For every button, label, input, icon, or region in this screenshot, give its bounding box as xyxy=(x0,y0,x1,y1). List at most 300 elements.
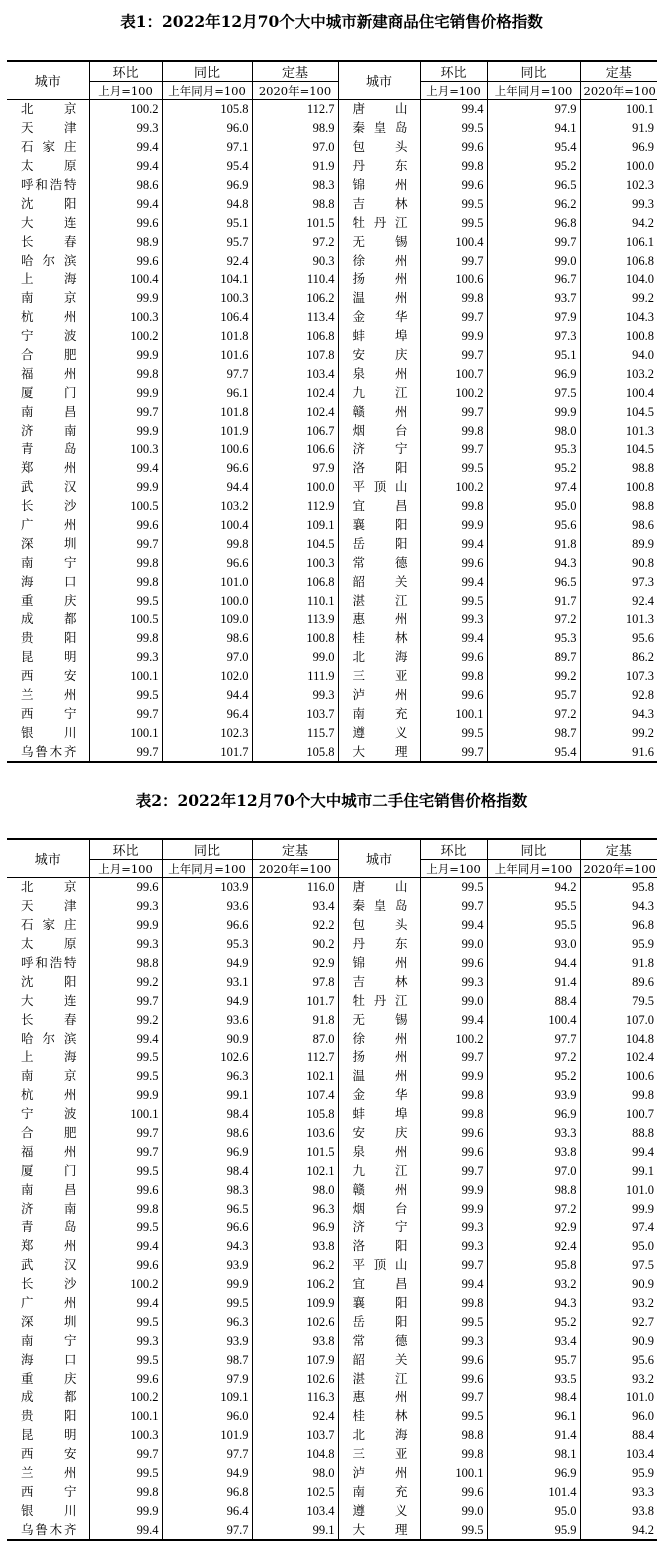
index-base-cell: 86.2 xyxy=(580,648,657,667)
index-yoy-cell: 91.4 xyxy=(487,972,580,991)
index-yoy-cell: 100.0 xyxy=(162,591,252,610)
index-yoy-cell: 96.3 xyxy=(162,1312,252,1331)
city-name-cell: 福州 xyxy=(21,1143,77,1159)
city-name-cell: 宜昌 xyxy=(338,1275,420,1294)
index-yoy-cell: 95.5 xyxy=(487,897,580,916)
index-base-cell: 97.3 xyxy=(580,572,657,591)
index-mom-cell: 99.8 xyxy=(420,157,487,176)
index-mom-cell: 99.5 xyxy=(89,1350,162,1369)
index-mom-cell: 99.4 xyxy=(89,138,162,157)
index-mom-cell: 99.8 xyxy=(89,1199,162,1218)
city-name-cell: 呼和浩特 xyxy=(21,177,77,192)
city-name-cell: 海口 xyxy=(21,1351,77,1367)
city-name-cell: 遵义 xyxy=(338,1501,420,1520)
index-yoy-cell: 98.3 xyxy=(162,1180,252,1199)
table-row xyxy=(7,213,657,232)
index-yoy-cell: 99.8 xyxy=(162,534,252,553)
table1-subheader-base-right: 2020年=100 xyxy=(580,82,657,100)
city-name-cell: 天津 xyxy=(21,120,77,136)
index-yoy-cell: 100.6 xyxy=(162,440,252,459)
index-base-cell: 97.0 xyxy=(252,138,338,157)
index-yoy-cell: 96.5 xyxy=(487,572,580,591)
index-yoy-cell: 93.9 xyxy=(162,1331,252,1350)
table-row xyxy=(7,534,657,553)
index-yoy-cell: 93.6 xyxy=(162,1010,252,1029)
table-row xyxy=(7,516,657,535)
index-base-cell: 99.3 xyxy=(580,194,657,213)
index-mom-cell: 100.2 xyxy=(89,1388,162,1407)
index-yoy-cell: 98.8 xyxy=(487,1180,580,1199)
index-mom-cell: 99.8 xyxy=(89,553,162,572)
table-row xyxy=(7,232,657,251)
index-yoy-cell: 98.4 xyxy=(162,1161,252,1180)
index-yoy-cell: 102.3 xyxy=(162,723,252,742)
index-mom-cell: 99.9 xyxy=(420,516,487,535)
table-row xyxy=(7,270,657,289)
index-mom-cell: 99.4 xyxy=(89,157,162,176)
city-name-cell: 济南 xyxy=(21,1200,77,1216)
city-name-cell: 泉州 xyxy=(338,364,420,383)
index-yoy-cell: 103.2 xyxy=(162,497,252,516)
index-mom-cell: 99.4 xyxy=(89,194,162,213)
index-mom-cell: 99.7 xyxy=(420,308,487,327)
index-yoy-cell: 101.8 xyxy=(162,402,252,421)
index-base-cell: 101.3 xyxy=(580,610,657,629)
index-mom-cell: 99.9 xyxy=(89,346,162,365)
index-base-cell: 100.0 xyxy=(252,478,338,497)
city-name-cell: 海口 xyxy=(21,573,77,589)
city-name-cell: 泸州 xyxy=(338,1464,420,1483)
city-name-cell: 洛阳 xyxy=(338,459,420,478)
index-base-cell: 102.4 xyxy=(252,383,338,402)
city-name-cell: 韶关 xyxy=(338,1350,420,1369)
index-mom-cell: 98.9 xyxy=(89,232,162,251)
index-mom-cell: 99.5 xyxy=(420,194,487,213)
index-base-cell: 100.0 xyxy=(580,157,657,176)
index-yoy-cell: 90.9 xyxy=(162,1029,252,1048)
index-yoy-cell: 100.4 xyxy=(162,516,252,535)
table-row xyxy=(7,1010,657,1029)
index-mom-cell: 99.7 xyxy=(420,1048,487,1067)
city-name-cell: 金华 xyxy=(338,308,420,327)
city-name-cell: 南宁 xyxy=(21,1332,77,1348)
city-name-cell: 合肥 xyxy=(21,347,77,363)
city-name-cell: 北京 xyxy=(21,879,77,895)
city-name-cell: 无锡 xyxy=(338,1010,420,1029)
index-base-cell: 93.8 xyxy=(580,1501,657,1520)
city-name-cell: 太原 xyxy=(21,158,77,174)
index-yoy-cell: 95.6 xyxy=(487,516,580,535)
index-yoy-cell: 97.9 xyxy=(162,1369,252,1388)
index-base-cell: 90.9 xyxy=(580,1275,657,1294)
city-name-cell: 秦皇岛 xyxy=(338,119,420,138)
index-base-cell: 99.3 xyxy=(252,686,338,705)
index-yoy-cell: 97.0 xyxy=(162,648,252,667)
city-name-cell: 唐山 xyxy=(338,878,420,897)
city-name-cell: 蚌埠 xyxy=(338,1105,420,1124)
table-row xyxy=(7,1369,657,1388)
index-yoy-cell: 94.8 xyxy=(162,194,252,213)
city-name-cell: 徐州 xyxy=(338,251,420,270)
index-yoy-cell: 98.6 xyxy=(162,629,252,648)
index-mom-cell: 99.6 xyxy=(420,553,487,572)
index-base-cell: 93.8 xyxy=(252,1331,338,1350)
index-yoy-cell: 97.2 xyxy=(487,610,580,629)
index-base-cell: 106.2 xyxy=(252,1275,338,1294)
city-name-cell: 岳阳 xyxy=(338,534,420,553)
index-base-cell: 94.3 xyxy=(580,897,657,916)
index-mom-cell: 99.8 xyxy=(420,289,487,308)
index-base-cell: 116.3 xyxy=(252,1388,338,1407)
index-base-cell: 104.5 xyxy=(252,534,338,553)
index-base-cell: 93.8 xyxy=(252,1237,338,1256)
table-row xyxy=(7,176,657,195)
index-yoy-cell: 96.6 xyxy=(162,916,252,935)
table-row xyxy=(7,572,657,591)
index-mom-cell: 99.5 xyxy=(420,213,487,232)
city-name-cell: 扬州 xyxy=(338,1048,420,1067)
index-yoy-cell: 109.0 xyxy=(162,610,252,629)
index-mom-cell: 100.3 xyxy=(89,308,162,327)
city-name-cell: 平顶山 xyxy=(338,1256,420,1275)
city-name-cell: 赣州 xyxy=(338,1180,420,1199)
index-mom-cell: 99.6 xyxy=(420,1142,487,1161)
index-yoy-cell: 98.0 xyxy=(487,421,580,440)
index-base-cell: 105.8 xyxy=(252,1105,338,1124)
city-name-cell: 西宁 xyxy=(21,1483,77,1499)
index-base-cell: 92.8 xyxy=(580,686,657,705)
index-yoy-cell: 97.7 xyxy=(162,1520,252,1540)
index-yoy-cell: 99.1 xyxy=(162,1086,252,1105)
index-base-cell: 98.0 xyxy=(252,1464,338,1483)
city-name-cell: 宁波 xyxy=(21,328,77,344)
index-base-cell: 94.0 xyxy=(580,346,657,365)
city-name-cell: 锦州 xyxy=(338,954,420,973)
index-mom-cell: 99.8 xyxy=(420,1445,487,1464)
index-base-cell: 107.4 xyxy=(252,1086,338,1105)
city-name-cell: 赣州 xyxy=(338,402,420,421)
table-row xyxy=(7,383,657,402)
table1-header-base-right: 定基 xyxy=(580,61,657,82)
index-mom-cell: 99.9 xyxy=(420,1180,487,1199)
index-base-cell: 102.1 xyxy=(252,1161,338,1180)
table-row xyxy=(7,100,657,119)
index-yoy-cell: 95.0 xyxy=(487,1501,580,1520)
index-yoy-cell: 95.8 xyxy=(487,1256,580,1275)
city-name-cell: 无锡 xyxy=(338,232,420,251)
city-name-cell: 大理 xyxy=(338,742,420,762)
index-mom-cell: 100.2 xyxy=(420,1029,487,1048)
index-mom-cell: 100.4 xyxy=(420,232,487,251)
index-yoy-cell: 98.1 xyxy=(487,1445,580,1464)
city-name-cell: 重庆 xyxy=(21,592,77,608)
index-base-cell: 95.6 xyxy=(580,1350,657,1369)
index-base-cell: 98.3 xyxy=(252,176,338,195)
index-mom-cell: 99.8 xyxy=(89,364,162,383)
index-yoy-cell: 94.9 xyxy=(162,954,252,973)
index-mom-cell: 99.4 xyxy=(420,916,487,935)
city-name-cell: 郑州 xyxy=(21,1238,77,1254)
city-name-cell: 泉州 xyxy=(338,1142,420,1161)
table2-header-yoy-right: 同比 xyxy=(487,839,580,860)
index-mom-cell: 99.6 xyxy=(420,1124,487,1143)
table2-subheader-base-right: 2020年=100 xyxy=(580,860,657,878)
city-name-cell: 蚌埠 xyxy=(338,327,420,346)
index-yoy-cell: 96.9 xyxy=(162,176,252,195)
index-yoy-cell: 91.7 xyxy=(487,591,580,610)
table-row xyxy=(7,1161,657,1180)
index-yoy-cell: 95.7 xyxy=(162,232,252,251)
index-base-cell: 91.9 xyxy=(252,157,338,176)
city-name-cell: 大连 xyxy=(21,992,77,1008)
index-yoy-cell: 94.4 xyxy=(487,954,580,973)
index-base-cell: 113.9 xyxy=(252,610,338,629)
index-mom-cell: 100.1 xyxy=(420,705,487,724)
index-base-cell: 91.8 xyxy=(580,954,657,973)
index-base-cell: 112.7 xyxy=(252,1048,338,1067)
index-mom-cell: 99.9 xyxy=(420,1067,487,1086)
index-yoy-cell: 99.9 xyxy=(487,402,580,421)
index-yoy-cell: 97.3 xyxy=(487,327,580,346)
city-name-cell: 温州 xyxy=(338,289,420,308)
city-name-cell: 西安 xyxy=(21,668,77,684)
table1-header-yoy-right: 同比 xyxy=(487,61,580,82)
table2-header-mom-left: 环比 xyxy=(89,839,162,860)
city-name-cell: 扬州 xyxy=(338,270,420,289)
table-row xyxy=(7,1407,657,1426)
index-base-cell: 98.0 xyxy=(252,1180,338,1199)
index-base-cell: 102.1 xyxy=(252,1067,338,1086)
index-mom-cell: 99.7 xyxy=(89,534,162,553)
index-yoy-cell: 99.5 xyxy=(162,1294,252,1313)
index-yoy-cell: 101.0 xyxy=(162,572,252,591)
index-base-cell: 110.1 xyxy=(252,591,338,610)
city-name-cell: 哈尔滨 xyxy=(21,1030,77,1046)
table2-container xyxy=(7,838,657,1541)
table-row xyxy=(7,1086,657,1105)
city-name-cell: 襄阳 xyxy=(338,1294,420,1313)
table-row xyxy=(7,1312,657,1331)
city-name-cell: 南京 xyxy=(21,1068,77,1084)
table-row xyxy=(7,705,657,724)
table2-subheader-mom-left: 上月=100 xyxy=(89,860,162,878)
city-name-cell: 昆明 xyxy=(21,649,77,665)
table-row xyxy=(7,1294,657,1313)
index-mom-cell: 99.0 xyxy=(420,991,487,1010)
index-mom-cell: 99.6 xyxy=(420,954,487,973)
table2-subheader-base-left: 2020年=100 xyxy=(252,860,338,878)
index-base-cell: 110.4 xyxy=(252,270,338,289)
index-yoy-cell: 95.3 xyxy=(162,935,252,954)
index-mom-cell: 100.2 xyxy=(89,1275,162,1294)
city-name-cell: 九江 xyxy=(338,1161,420,1180)
index-mom-cell: 99.8 xyxy=(420,1105,487,1124)
city-name-cell: 乌鲁木齐 xyxy=(7,742,89,762)
table-row xyxy=(7,878,657,897)
index-mom-cell: 99.6 xyxy=(89,1180,162,1199)
table2-header-mom-right: 环比 xyxy=(420,839,487,860)
index-mom-cell: 99.8 xyxy=(420,421,487,440)
city-name-cell: 南充 xyxy=(338,1483,420,1502)
index-base-cell: 96.2 xyxy=(252,1256,338,1275)
index-mom-cell: 99.5 xyxy=(89,686,162,705)
city-name-cell: 岳阳 xyxy=(338,1312,420,1331)
city-name-cell: 贵阳 xyxy=(21,630,77,646)
city-name-cell: 金华 xyxy=(338,1086,420,1105)
city-name-cell: 沈阳 xyxy=(21,973,77,989)
city-name-cell: 遵义 xyxy=(338,723,420,742)
table-row xyxy=(7,972,657,991)
index-base-cell: 93.3 xyxy=(580,1483,657,1502)
city-name-cell: 安庆 xyxy=(338,346,420,365)
index-yoy-cell: 95.4 xyxy=(487,138,580,157)
index-yoy-cell: 96.5 xyxy=(487,176,580,195)
index-mom-cell: 99.3 xyxy=(420,972,487,991)
table1-container xyxy=(7,60,657,763)
city-name-cell: 昆明 xyxy=(21,1427,77,1443)
index-yoy-cell: 94.4 xyxy=(162,478,252,497)
index-base-cell: 104.3 xyxy=(580,308,657,327)
index-base-cell: 99.8 xyxy=(580,1086,657,1105)
index-base-cell: 106.2 xyxy=(252,289,338,308)
index-base-cell: 99.1 xyxy=(252,1520,338,1540)
index-base-cell: 89.6 xyxy=(580,972,657,991)
city-name-cell: 青岛 xyxy=(21,1219,77,1235)
table-row xyxy=(7,138,657,157)
index-yoy-cell: 94.3 xyxy=(487,553,580,572)
index-mom-cell: 99.5 xyxy=(420,1312,487,1331)
index-base-cell: 96.8 xyxy=(580,916,657,935)
index-base-cell: 106.8 xyxy=(252,572,338,591)
index-yoy-cell: 95.3 xyxy=(487,440,580,459)
index-base-cell: 112.9 xyxy=(252,497,338,516)
table-row xyxy=(7,1105,657,1124)
index-base-cell: 109.1 xyxy=(252,516,338,535)
city-name-cell: 常德 xyxy=(338,553,420,572)
city-name-cell: 烟台 xyxy=(338,1199,420,1218)
index-mom-cell: 99.7 xyxy=(420,440,487,459)
index-yoy-cell: 93.9 xyxy=(162,1256,252,1275)
index-yoy-cell: 96.0 xyxy=(162,1407,252,1426)
index-yoy-cell: 89.7 xyxy=(487,648,580,667)
index-base-cell: 92.7 xyxy=(580,1312,657,1331)
table-row xyxy=(7,1426,657,1445)
index-yoy-cell: 93.5 xyxy=(487,1369,580,1388)
index-mom-cell: 99.7 xyxy=(420,1388,487,1407)
index-base-cell: 90.8 xyxy=(580,553,657,572)
city-name-cell: 韶关 xyxy=(338,572,420,591)
index-yoy-cell: 97.2 xyxy=(487,705,580,724)
city-name-cell: 西安 xyxy=(21,1446,77,1462)
index-mom-cell: 99.7 xyxy=(89,742,162,762)
index-mom-cell: 99.4 xyxy=(89,1520,162,1540)
index-yoy-cell: 100.3 xyxy=(162,289,252,308)
table-row xyxy=(7,629,657,648)
index-mom-cell: 99.5 xyxy=(89,1464,162,1483)
city-name-cell: 南京 xyxy=(21,290,77,306)
city-name-cell: 乌鲁木齐 xyxy=(7,1520,89,1540)
index-yoy-cell: 93.3 xyxy=(487,1124,580,1143)
index-yoy-cell: 96.4 xyxy=(162,705,252,724)
index-yoy-cell: 99.0 xyxy=(487,251,580,270)
index-mom-cell: 100.2 xyxy=(420,383,487,402)
index-mom-cell: 99.5 xyxy=(420,1520,487,1540)
index-base-cell: 115.7 xyxy=(252,723,338,742)
index-base-cell: 104.0 xyxy=(580,270,657,289)
index-yoy-cell: 94.2 xyxy=(487,878,580,897)
index-yoy-cell: 104.1 xyxy=(162,270,252,289)
index-base-cell: 99.2 xyxy=(580,723,657,742)
table-row xyxy=(7,364,657,383)
index-base-cell: 98.8 xyxy=(580,459,657,478)
index-yoy-cell: 96.1 xyxy=(487,1407,580,1426)
table2-subheader-yoy-right: 上年同月=100 xyxy=(487,860,580,878)
index-mom-cell: 100.2 xyxy=(420,478,487,497)
index-mom-cell: 99.5 xyxy=(420,723,487,742)
city-name-cell: 吉林 xyxy=(338,194,420,213)
city-name-cell: 武汉 xyxy=(21,479,77,495)
index-base-cell: 98.8 xyxy=(252,194,338,213)
index-base-cell: 88.8 xyxy=(580,1124,657,1143)
index-mom-cell: 99.7 xyxy=(89,705,162,724)
index-base-cell: 103.7 xyxy=(252,705,338,724)
index-yoy-cell: 96.4 xyxy=(162,1501,252,1520)
city-name-cell: 贵阳 xyxy=(21,1408,77,1424)
index-base-cell: 91.6 xyxy=(580,742,657,762)
index-mom-cell: 100.1 xyxy=(420,1464,487,1483)
index-yoy-cell: 98.4 xyxy=(162,1105,252,1124)
index-base-cell: 96.3 xyxy=(252,1199,338,1218)
city-name-cell: 长春 xyxy=(21,233,77,249)
index-mom-cell: 99.6 xyxy=(420,1369,487,1388)
index-mom-cell: 99.5 xyxy=(89,591,162,610)
table-row xyxy=(7,610,657,629)
city-name-cell: 呼和浩特 xyxy=(21,955,77,970)
table-row xyxy=(7,459,657,478)
index-mom-cell: 99.3 xyxy=(89,119,162,138)
city-name-cell: 上海 xyxy=(21,1049,77,1065)
city-name-cell: 天津 xyxy=(21,898,77,914)
index-base-cell: 101.5 xyxy=(252,213,338,232)
table-row xyxy=(7,1029,657,1048)
index-mom-cell: 100.1 xyxy=(89,723,162,742)
city-name-cell: 银川 xyxy=(21,724,77,740)
index-yoy-cell: 96.0 xyxy=(162,119,252,138)
index-yoy-cell: 98.4 xyxy=(487,1388,580,1407)
city-name-cell: 合肥 xyxy=(21,1125,77,1141)
index-yoy-cell: 95.2 xyxy=(487,459,580,478)
index-base-cell: 104.5 xyxy=(580,402,657,421)
index-mom-cell: 99.7 xyxy=(420,346,487,365)
index-yoy-cell: 93.2 xyxy=(487,1275,580,1294)
index-base-cell: 87.0 xyxy=(252,1029,338,1048)
table-row xyxy=(7,1464,657,1483)
index-base-cell: 99.1 xyxy=(580,1161,657,1180)
table-row xyxy=(7,1180,657,1199)
index-yoy-cell: 96.5 xyxy=(162,1199,252,1218)
table2-header-city-right: 城市 xyxy=(338,839,420,878)
city-name-cell: 包头 xyxy=(338,138,420,157)
city-name-cell: 南昌 xyxy=(21,1181,77,1197)
index-base-cell: 103.4 xyxy=(580,1445,657,1464)
index-mom-cell: 99.8 xyxy=(89,572,162,591)
index-yoy-cell: 97.2 xyxy=(487,1048,580,1067)
index-mom-cell: 99.2 xyxy=(89,972,162,991)
city-name-cell: 太原 xyxy=(21,936,77,952)
index-mom-cell: 100.3 xyxy=(89,440,162,459)
index-base-cell: 101.3 xyxy=(580,421,657,440)
index-base-cell: 98.9 xyxy=(252,119,338,138)
